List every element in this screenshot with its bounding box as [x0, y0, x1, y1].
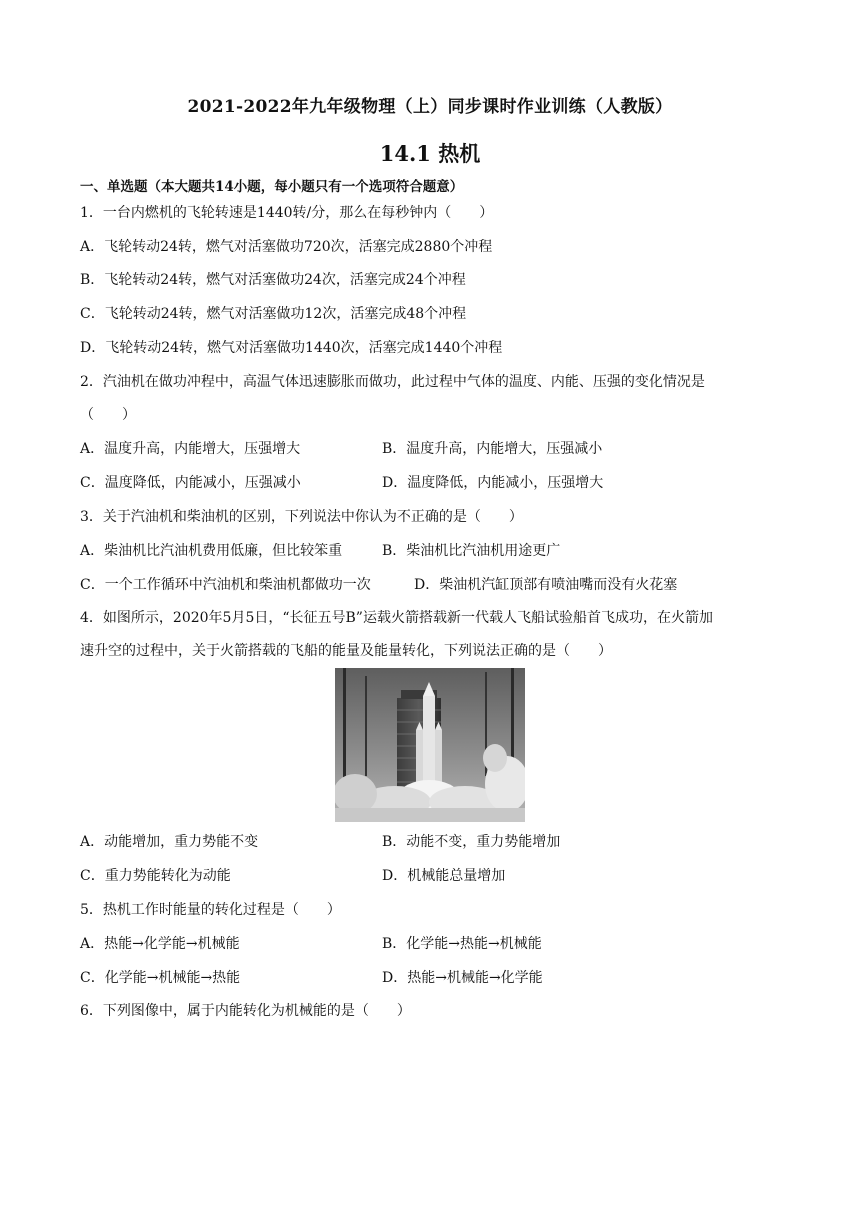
question-4-option-a: A．动能增加，重力势能不变	[80, 834, 259, 850]
question-2-option-a: A．温度升高，内能增大，压强增大	[80, 441, 301, 457]
question-4-stem: 4．如图所示，2020年5月5日，“长征五号B”运载火箭搭载新一代载人飞船试验船首飞成功，在火箭加	[80, 610, 713, 626]
question-1-option-b: B．飞轮转动24转，燃气对活塞做功24次，活塞完成24个冲程	[80, 272, 466, 288]
question-3-stem: 3．关于汽油机和柴油机的区别，下列说法中你认为不正确的是（ ）	[80, 509, 523, 525]
question-5-option-b: B．化学能→热能→机械能	[382, 936, 542, 952]
question-5-option-c: C．化学能→机械能→热能	[80, 970, 241, 986]
rocket-launch-illustration	[335, 668, 525, 822]
rocket-launch-photo	[335, 668, 525, 822]
question-5-option-d: D．热能→机械能→化学能	[382, 970, 543, 986]
question-1-option-a: A．飞轮转动24转，燃气对活塞做功720次，活塞完成2880个冲程	[80, 239, 493, 255]
question-5-option-a: A．热能→化学能→机械能	[80, 936, 240, 952]
section-heading: 一、单选题（本大题共14小题，每小题只有一个选项符合题意）	[80, 179, 464, 195]
question-1-stem: 1．一台内燃机的飞轮转速是1440转/分，那么在每秒钟内（ ）	[80, 205, 494, 221]
lesson-title: 14.1 热机	[379, 141, 481, 166]
question-2-option-d: D．温度降低，内能减小，压强增大	[382, 475, 604, 491]
question-3-option-b: B．柴油机比汽油机用途更广	[382, 543, 561, 559]
question-4-option-d: D．机械能总量增加	[382, 868, 506, 884]
document-title: 2021-2022年九年级物理（上）同步课时作业训练（人教版）	[187, 97, 673, 117]
question-5-stem: 5．热机工作时能量的转化过程是（ ）	[80, 902, 341, 918]
question-4-stem-cont: 速升空的过程中，关于火箭搭载的飞船的能量及能量转化，下列说法正确的是（ ）	[80, 643, 612, 659]
question-3-option-a: A．柴油机比汽油机费用低廉，但比较笨重	[80, 543, 343, 559]
question-2-option-b: B．温度升高，内能增大，压强减小	[382, 441, 603, 457]
question-1-option-c: C．飞轮转动24转，燃气对活塞做功12次，活塞完成48个冲程	[80, 306, 467, 322]
question-6-stem: 6．下列图像中，属于内能转化为机械能的是（ ）	[80, 1003, 411, 1019]
question-2-stem-cont: （ ）	[80, 407, 136, 423]
question-4-option-b: B．动能不变，重力势能增加	[382, 834, 561, 850]
question-2-stem: 2．汽油机在做功冲程中，高温气体迅速膨胀而做功，此过程中气体的温度、内能、压强的变化情况是	[80, 374, 705, 390]
question-4-option-c: C．重力势能转化为动能	[80, 868, 231, 884]
question-2-option-c: C．温度降低，内能减小，压强减小	[80, 475, 301, 491]
question-3-option-c: C．一个工作循环中汽油机和柴油机都做功一次	[80, 577, 371, 593]
question-1-option-d: D．飞轮转动24转，燃气对活塞做功1440次，活塞完成1440个冲程	[80, 340, 503, 356]
question-3-option-d: D．柴油机汽缸顶部有喷油嘴而没有火花塞	[414, 577, 678, 593]
